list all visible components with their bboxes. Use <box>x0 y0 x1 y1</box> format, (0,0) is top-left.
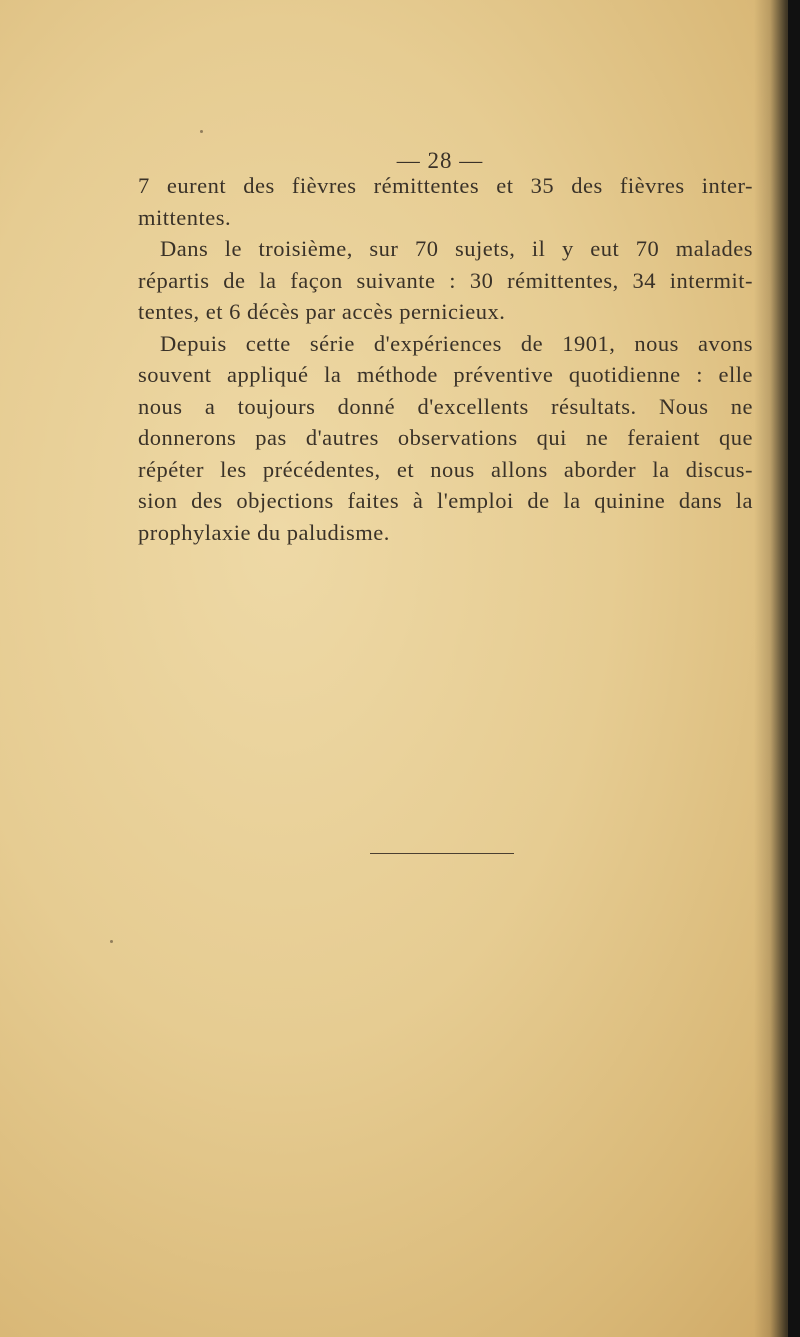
body-text <box>138 170 753 548</box>
text-line: répéter les précédentes, et nous allons aborder la discus- <box>138 456 753 482</box>
paper-speck <box>200 130 203 133</box>
text-line: répartis de la façon suivante : 30 rémittentes, 34 intermit- <box>138 267 753 293</box>
page-binding-edge <box>788 0 800 1337</box>
text-line: mittentes. <box>138 204 232 230</box>
text-line: donnerons pas d'autres observations qui ne feraient que <box>138 425 753 450</box>
text-line: sion des objections faites à l'emploi de la quinine dans la <box>138 488 753 513</box>
text-line: souvent appliqué la méthode préventive quotidienne : elle <box>138 362 753 387</box>
text-line: prophylaxie du paludisme. <box>138 519 390 545</box>
text-line: 7 eurent des fièvres rémittentes et 35 des fièvres inter- <box>138 173 753 198</box>
text-line: tentes, et 6 décès par accès pernicieux. <box>138 299 506 324</box>
page-number: — 28 — <box>396 148 484 173</box>
text-line: Dans le troisième, sur 70 sujets, il y eut 70 malades <box>160 236 753 261</box>
paper-speck <box>110 940 113 943</box>
text-line: Depuis cette série d'expériences de 1901, nous avons <box>160 330 753 356</box>
section-divider-rule <box>370 853 514 854</box>
text-line: nous a toujours donné d'excellents résultats. Nous ne <box>138 393 753 419</box>
